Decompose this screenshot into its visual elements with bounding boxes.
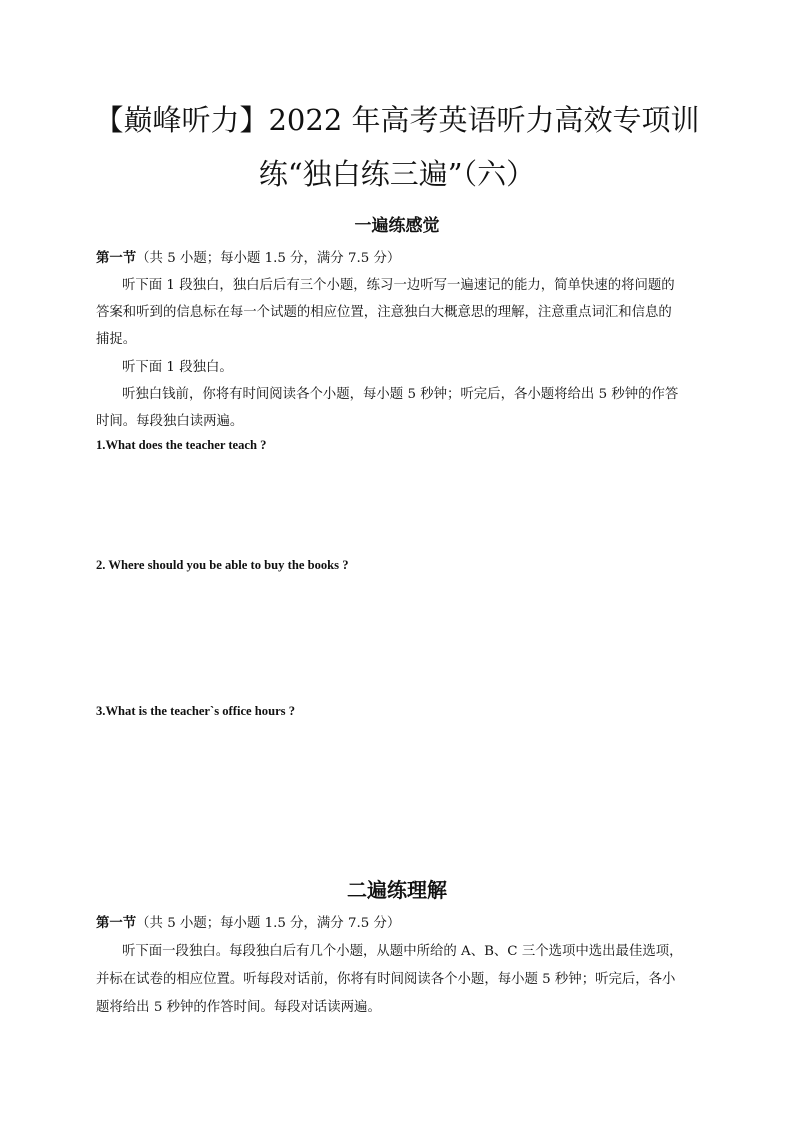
part2-instruction-line-1: 听下面一段独白。每段独白后有几个小题，从题中所给的 A、B、C 三个选项中选出最佳选项， bbox=[122, 944, 683, 959]
part1-heading: 一遍练感觉 bbox=[354, 216, 440, 236]
part2-section-label: 第一节 bbox=[96, 915, 137, 931]
part1-section-label: 第一节 bbox=[96, 250, 137, 266]
question-2: 2. Where should you be able to buy the books ? bbox=[96, 558, 349, 572]
part2-section-line bbox=[96, 912, 400, 931]
part1-instruction-line-2: 答案和听到的信息标在每一个试题的相应位置，注意独白大概意思的理解，注意重点词汇和信息的 bbox=[96, 305, 672, 320]
question-1: 1.What does the teacher teach ? bbox=[96, 438, 267, 452]
question-3: 3.What is the teacher`s office hours ? bbox=[96, 704, 296, 718]
part2-heading: 二遍练理解 bbox=[347, 878, 447, 902]
part2-instruction-line-2: 并标在试卷的相应位置。听每段对话前，你将有时间阅读各个小题，每小题 5 秒钟；听完后，各小 bbox=[96, 972, 676, 987]
part1-instruction-line-1: 听下面 1 段独白，独白后后有三个小题，练习一边听写一遍速记的能力，简单快速的将问题的 bbox=[122, 278, 675, 293]
part1-timing-line-2: 时间。每段独白读两遍。 bbox=[96, 414, 244, 429]
part2-section-info: （共 5 小题；每小题 1.5 分，满分 7.5 分） bbox=[136, 916, 401, 931]
part2-instruction-line-3: 题将给出 5 秒钟的作答时间。每段对话读两遍。 bbox=[96, 1000, 381, 1015]
document-title-line-1: 【巅峰听力】2022 年高考英语听力高效专项训 bbox=[94, 103, 700, 137]
part1-timing-line-1: 听独白钱前，你将有时间阅读各个小题，每小题 5 秒钟；听完后，各小题将给出 5 秒钟的作答 bbox=[122, 387, 679, 402]
part1-section-line bbox=[96, 247, 400, 266]
part1-instruction-line-3: 捕捉。 bbox=[96, 332, 137, 347]
document-title-line-2: 练“独白练三遍”（六） bbox=[258, 157, 536, 191]
part1-listen-line: 听下面 1 段独白。 bbox=[122, 360, 233, 375]
part1-section-info: （共 5 小题；每小题 1.5 分，满分 7.5 分） bbox=[136, 251, 401, 266]
